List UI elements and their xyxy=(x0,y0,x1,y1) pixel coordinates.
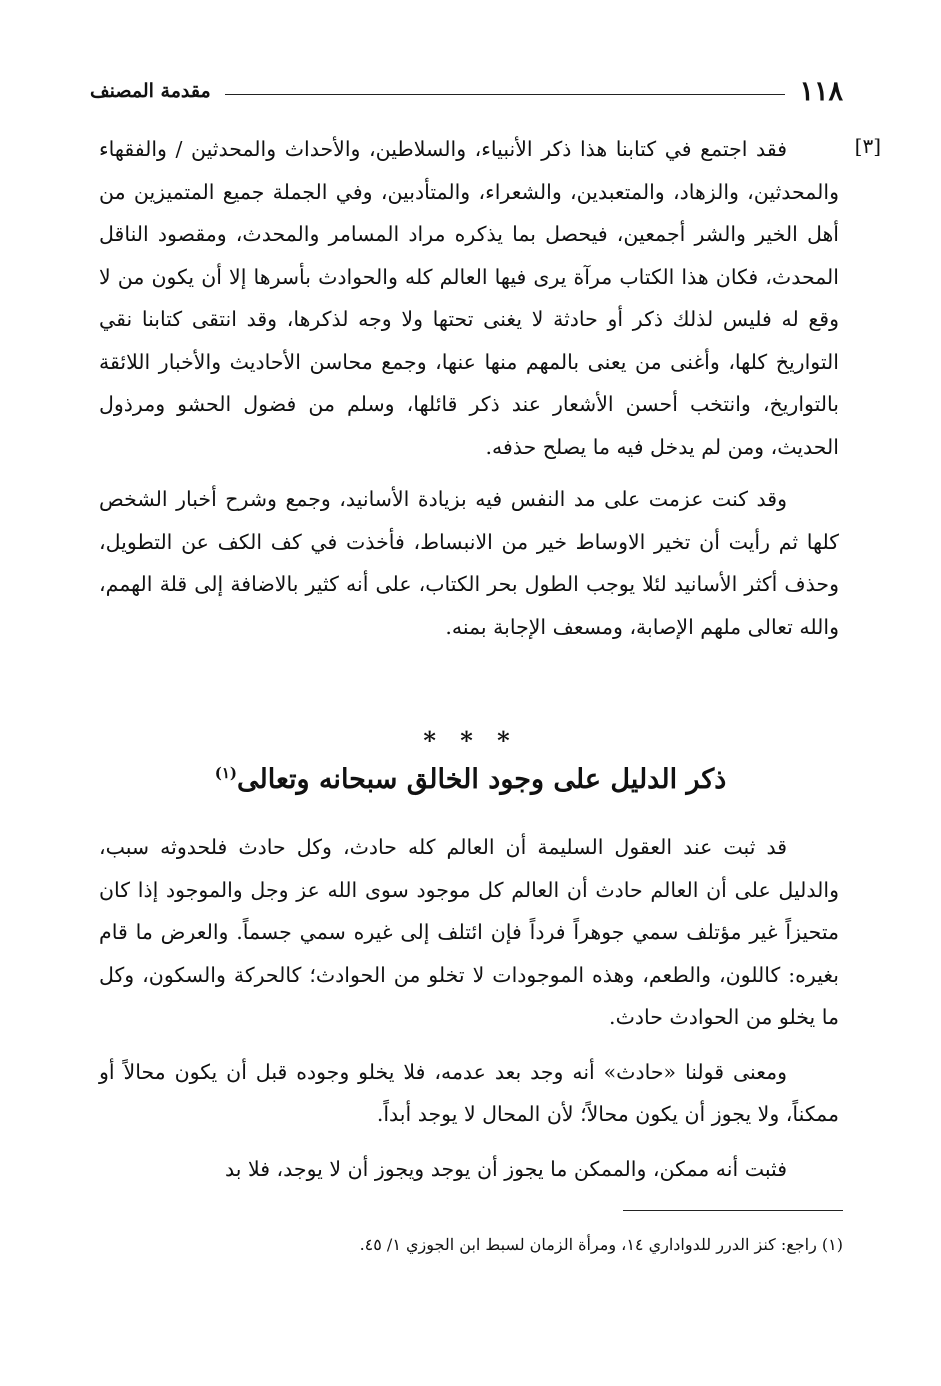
section-heading xyxy=(0,764,941,795)
paragraph-1: فقد اجتمع في كتابنا هذا ذكر الأنبياء، والسلاطين، والأحداث والمحدثين / والفقهاء والمحدثين، والزهاد، والمتعبدين، والشعراء، والمتأدبين، وفي الجملة جميع المتميزين من أهل الخير والشر أجمعين، فيحصل بما يذكره مراد المسامر والمحدث، ومقصود الناقل المحدث، فكان هذا الكتاب مرآة يرى فيها العالم كله والحوادث بأسرها إلا أن يكون من لا وقع له فليس لذلك ذكر أو حادثة لا يغنى تحتها ولا وجه لذكرها، وقد انتقى كتابنا نقي التواريخ كلها، وأغنى من يعنى بالمهم منها عنها، وجمع محاسن الأحاديث والأخبار اللائقة بالتواريخ، وانتخب أحسن الأشعار عند ذكر قائلها، وسلم من فضول الحشو ومرذول الحديث، ومن لم يدخل فيه ما يصلح حذفه. xyxy=(99,137,840,459)
running-title: مقدمة المصنف xyxy=(90,80,211,102)
section-paragraph-1: قد ثبت عند العقول السليمة أن العالم كله حادث، وكل حادث فلحدوثه سبب، والدليل على أن العالم حادث أن العالم كل موجود سوى الله عز وجل والموجود إذا كان متحيزاً غير مؤتلف سمي جوهراً فرداً فإن ائتلف إلى غيره سمي جسماً. والعرض ما قام بغيره: كاللون، والطعم، وهذه الموجودات لا تخلو من الحوادث؛ كالحركة والسكون، وكل ما يخلو من الحوادث حادث. xyxy=(99,835,839,1029)
section-paragraph-3: فثبت أنه ممكن، والممكن ما يجوز أن يوجد ويجوز أن لا يوجد، فلا بد xyxy=(225,1156,787,1181)
intro-text xyxy=(99,128,839,648)
paragraph-2: وقد كنت عزمت على مد النفس فيه بزيادة الأسانيد، وجمع وشرح أخبار الشخص كلها ثم رأيت أن تخير الاوساط خير من الانبساط، فأخذت في كف الكف عن التطويل، وحذف أكثر الأسانيد لئلا يوجب الطول بحر الكتاب، على أنه كثير بالاضافة إلى قلة الهمم، والله تعالى ملهم الإصابة، ومسعف الإجابة بمنه. xyxy=(99,487,839,639)
page-header xyxy=(90,74,843,108)
header-rule xyxy=(225,94,786,95)
footnote: (١) راجع: كنز الدرر للدواداري ١٤، ومرأة الزمان لسبط ابن الجوزي ١/ ٤٥. xyxy=(359,1235,843,1254)
section-paragraph-2: ومعنى قولنا «حادث» أنه وجد بعد عدمه، فلا يخلو وجوده قبل أن يكون محالاً أو ممكناً، ولا يجوز أن يكون محالاً؛ لأن المحال لا يوجد أبداً. xyxy=(99,1059,839,1126)
footnote-divider xyxy=(623,1210,843,1211)
section-text xyxy=(99,826,839,1190)
footnote-marker: (١) xyxy=(214,764,238,782)
section-title: ذكر الدليل على وجود الخالق سبحانه وتعالى xyxy=(237,764,727,795)
page-number: ١١٨ xyxy=(799,75,843,107)
section-separator: * * * xyxy=(423,726,518,755)
margin-reference: [٣] xyxy=(854,134,881,158)
